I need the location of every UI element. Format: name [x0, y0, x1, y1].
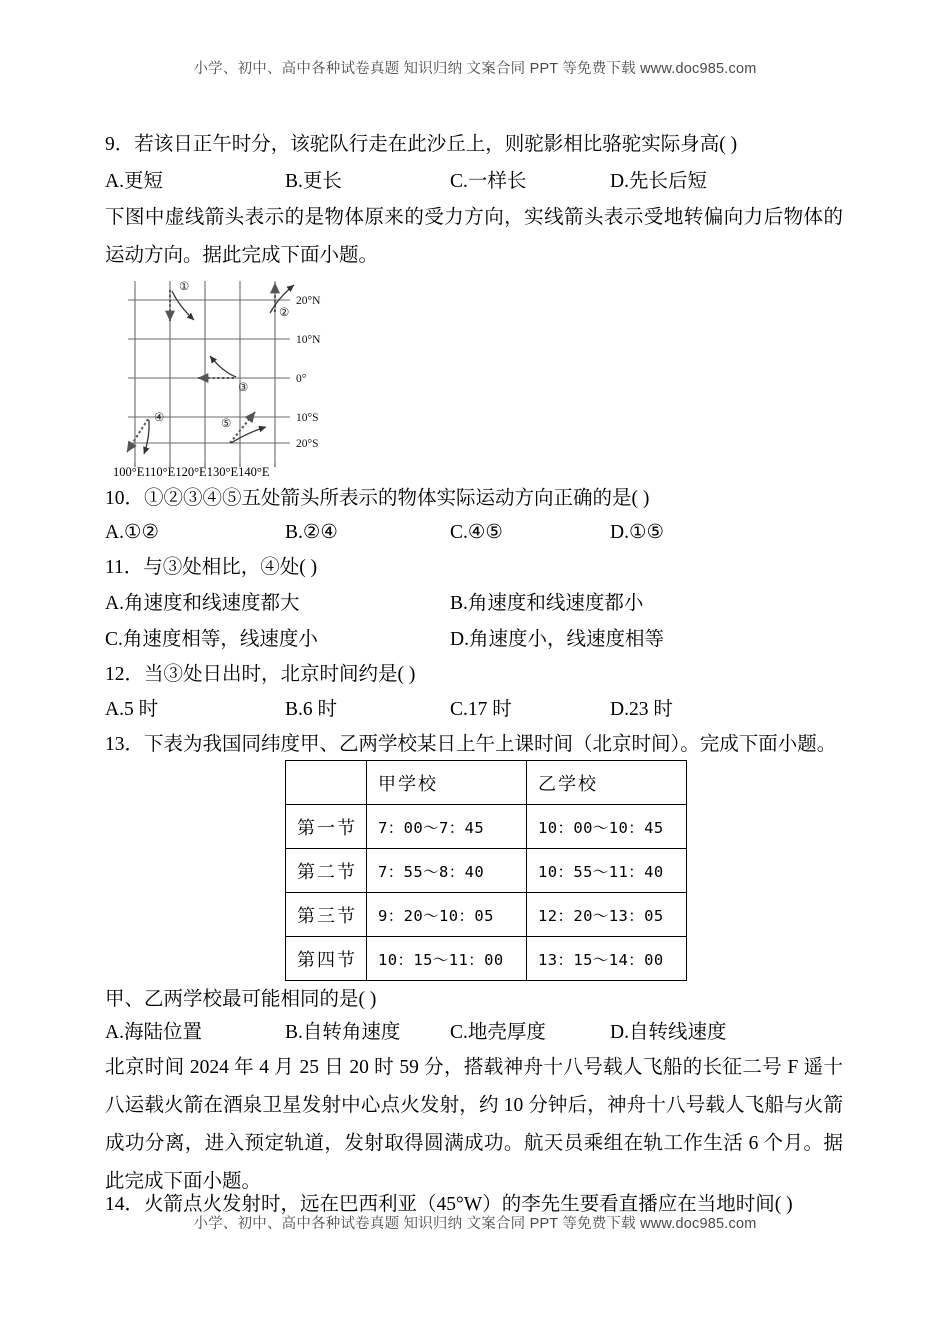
longitude-label-row — [113, 465, 343, 480]
jia-time: 7：55～8：40 — [367, 849, 527, 893]
table-header-row — [286, 761, 687, 805]
yi-time: 12：20～13：05 — [527, 893, 687, 937]
passage-shenzhou: 北京时间 2024 年 4 月 25 日 20 时 59 分，搭载神舟十八号载人飞船的长征二号 F 遥十八运载火箭在酒泉卫星发射中心点火发射，约 10 分钟后，神舟十八号载人飞船与火箭成功分离，进入预定轨道，发射取得圆满成功。航天员乘组在轨工作生活 6 个月。据此完成下面小题。 — [105, 1057, 843, 1192]
period-label: 第三节 — [286, 893, 367, 937]
option-c[interactable]: C.17 时 — [450, 699, 512, 720]
question-9-options — [105, 163, 845, 200]
jia-time: 7：00～7：45 — [367, 805, 527, 849]
option-b[interactable]: B.6 时 — [285, 699, 338, 720]
question-12-stem: 12．当③处日出时，北京时间约是( ) — [105, 664, 416, 685]
lat-label-20s: 20°S — [296, 438, 319, 450]
figure-marker-5: ⑤ — [221, 418, 232, 430]
header-corner — [286, 761, 367, 805]
figure-marker-4: ④ — [154, 412, 165, 424]
figure-marker-3: ③ — [238, 382, 249, 394]
option-b[interactable]: B.更长 — [285, 171, 342, 192]
coriolis-figure — [113, 277, 333, 479]
lon-label-140e: 140°E — [238, 465, 270, 479]
longitude-lines — [135, 281, 275, 463]
yi-time: 10：55～11：40 — [527, 849, 687, 893]
option-d[interactable]: D.先长后短 — [610, 171, 707, 192]
question-10-stem: 10．①②③④⑤五处箭头所表示的物体实际运动方向正确的是( ) — [105, 488, 650, 509]
option-a[interactable]: A.更短 — [105, 171, 163, 192]
table-row — [286, 805, 687, 849]
question-9-stem: 9．若该日正午时分，该驼队行走在此沙丘上，则驼影相比骆驼实际身高( ) — [105, 134, 738, 155]
period-label: 第四节 — [286, 937, 367, 981]
figure-marker-1: ① — [179, 281, 190, 293]
lon-label-110e: 110°E — [144, 465, 176, 479]
question-10-options — [105, 514, 845, 551]
lon-label-120e: 120°E — [175, 465, 207, 479]
table-row — [286, 849, 687, 893]
option-d[interactable]: D.角速度小，线速度相等 — [450, 629, 664, 650]
figure-marker-2: ② — [279, 307, 290, 319]
arrow-1 — [170, 290, 194, 321]
period-label: 第一节 — [286, 805, 367, 849]
question-13-options — [105, 1014, 845, 1051]
passage-coriolis: 下图中虚线箭头表示的是物体原来的受力方向，实线箭头表示受地转偏向力后物体的运动方向。据此完成下面小题。 — [105, 207, 843, 266]
question-13-substem: 甲、乙两学校最可能相同的是( ) — [105, 989, 377, 1010]
option-d[interactable]: D.23 时 — [610, 699, 673, 720]
table-row — [286, 893, 687, 937]
jia-time: 9：20～10：05 — [367, 893, 527, 937]
option-d[interactable]: D.①⑤ — [610, 522, 664, 543]
option-b[interactable]: B.角速度和线速度都小 — [450, 593, 644, 614]
question-11-stem: 11．与③处相比，④处( ) — [105, 557, 318, 578]
arrow-3 — [198, 356, 236, 378]
option-d[interactable]: D.自转线速度 — [610, 1022, 727, 1043]
question-11-options-row2 — [105, 621, 845, 658]
lat-label-0: 0° — [296, 373, 307, 385]
lat-label-10n: 10°N — [296, 334, 321, 346]
lat-label-10s: 10°S — [296, 412, 319, 424]
option-c[interactable]: C.④⑤ — [450, 522, 503, 543]
option-c[interactable]: C.一样长 — [450, 171, 527, 192]
watermark-bottom: 小学、初中、高中各种试卷真题 知识归纳 文案合同 PPT 等免费下载 www.doc985.com — [193, 1216, 757, 1232]
latitude-lines — [128, 300, 290, 443]
lon-label-130e: 130°E — [206, 465, 239, 479]
header-school-jia: 甲学校 — [367, 761, 527, 805]
header-school-yi: 乙学校 — [527, 761, 687, 805]
option-c[interactable]: C.地壳厚度 — [450, 1022, 546, 1043]
option-b[interactable]: B.自转角速度 — [285, 1022, 401, 1043]
option-a[interactable]: A.角速度和线速度都大 — [105, 593, 300, 614]
yi-time: 13：15～14：00 — [527, 937, 687, 981]
option-a[interactable]: A.海陆位置 — [105, 1022, 202, 1043]
question-12-options — [105, 691, 845, 728]
jia-time: 10：15～11：00 — [367, 937, 527, 981]
arrow-4 — [127, 419, 149, 454]
option-a[interactable]: A.①② — [105, 522, 159, 543]
class-schedule-table — [285, 760, 687, 981]
latitude-longitude-grid — [118, 277, 333, 467]
watermark-top: 小学、初中、高中各种试卷真题 知识归纳 文案合同 PPT 等免费下载 www.doc985.com — [193, 61, 757, 77]
question-13-stem: 13．下表为我国同纬度甲、乙两学校某日上午上课时间（北京时间）。完成下面小题。 — [105, 734, 837, 755]
class-schedule-table-wrap — [285, 760, 687, 981]
table-row — [286, 937, 687, 981]
question-11-options-row1 — [105, 585, 845, 622]
question-14-stem: 14．火箭点火发射时，远在巴西利亚（45°W）的李先生要看直播应在当地时间( ) — [105, 1194, 793, 1215]
lon-label-100e: 100°E — [113, 465, 145, 479]
option-b[interactable]: B.②④ — [285, 522, 338, 543]
lat-label-20n: 20°N — [296, 295, 321, 307]
period-label: 第二节 — [286, 849, 367, 893]
option-a[interactable]: A.5 时 — [105, 699, 159, 720]
yi-time: 10：00～10：45 — [527, 805, 687, 849]
option-c[interactable]: C.角速度相等，线速度小 — [105, 629, 318, 650]
